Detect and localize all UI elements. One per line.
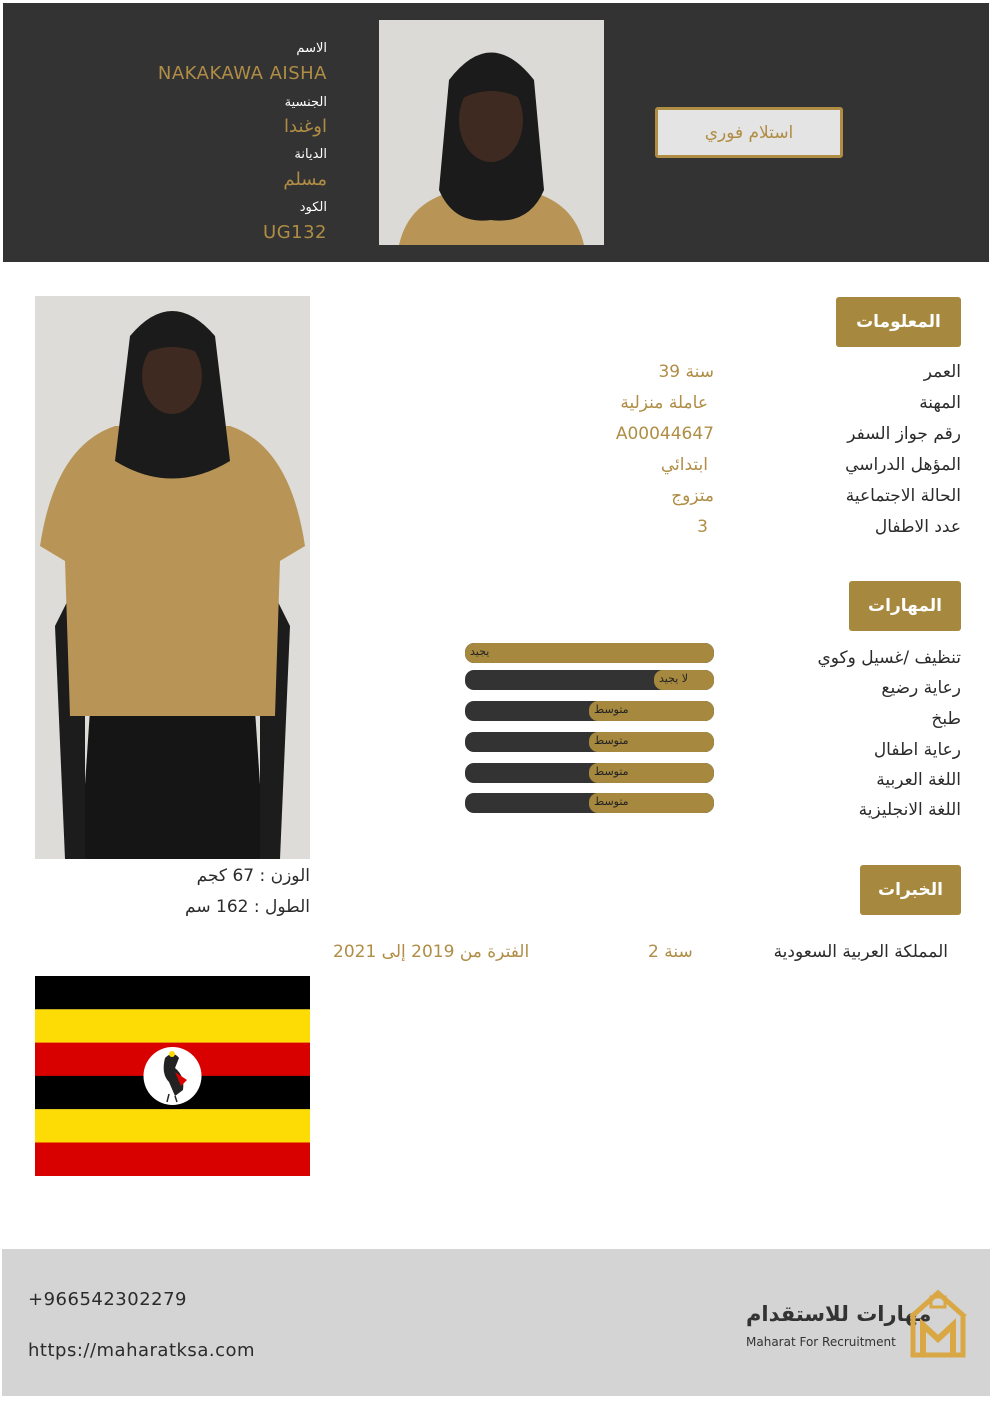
skill-label-cooking: طبخ [931,709,961,729]
logo-english-text: Maharat For Recruitment [746,1335,896,1349]
info-value-profession: عاملة منزلية [620,393,708,413]
full-body-photo [35,296,310,859]
footer [2,1249,990,1396]
religion-label: الديانة [294,147,327,162]
info-label-profession: المهنة [919,393,961,413]
skill-label-cleaning: تنظيف /غسيل وكوي [817,648,961,668]
info-label-children: عدد الاطفال [874,517,961,537]
skill-label-english: اللغة الانجليزية [858,800,961,820]
header-banner [3,3,989,262]
skill-label-child-care: رعاية اطفال [873,740,961,760]
uganda-flag [35,976,310,1176]
name-label: الاسم [296,41,327,56]
logo-house-icon [907,1287,969,1359]
weight-text: الوزن : 67 كجم [196,866,310,886]
code-label: الكود [299,200,327,215]
info-value-marital: متزوج [671,486,714,506]
nationality-label: الجنسية [284,95,327,110]
info-label-passport: رقم جواز السفر [847,424,961,444]
info-section-title: المعلومات [836,297,961,347]
skill-label-arabic: اللغة العربية [876,770,961,790]
skill-bar-cooking [465,701,714,721]
skill-level-cooking: متوسط [594,703,629,716]
instant-delivery-button[interactable]: استلام فوري [655,107,843,158]
info-value-children: 3 [697,517,708,537]
skill-level-arabic: متوسط [594,765,629,778]
experience-years: 2 سنة [648,942,693,962]
name-value: NAKAKAWA AISHA [157,63,327,84]
skill-label-infant-care: رعاية رضيع [881,678,961,698]
experience-period: الفترة من 2019 إلى 2021 [333,942,530,962]
height-text: الطول : 162 سم [185,897,310,917]
phone-number[interactable]: +966542302279 [28,1289,188,1310]
portrait-photo [379,20,604,245]
info-value-education: ابتدائي [660,455,708,475]
skill-bar-cleaning [465,643,714,663]
skill-level-child-care: متوسط [594,734,629,747]
nationality-value: اوغندا [284,116,327,137]
info-label-age: العمر [923,362,961,382]
skill-level-infant-care: لا يجيد [659,672,689,685]
info-label-education: المؤهل الدراسي [845,455,961,475]
skill-bar-child-care [465,732,714,752]
website-link[interactable]: https://maharatksa.com [28,1340,256,1361]
code-value: UG132 [263,222,327,243]
religion-value: مسلم [283,169,327,190]
experience-country: المملكة العربية السعودية [773,942,948,962]
skills-section-title: المهارات [849,581,961,631]
skill-level-english: متوسط [594,795,629,808]
info-label-marital: الحالة الاجتماعية [845,486,961,506]
logo-arabic-text: مهارات للاستقدام [746,1302,932,1326]
skill-fill-cleaning [465,643,714,663]
skill-bar-infant-care [465,670,714,690]
skill-bar-english [465,793,714,813]
info-value-age: 39 سنة [658,362,714,382]
info-value-passport: A00044647 [615,424,714,444]
experience-section-title: الخبرات [860,865,961,915]
skill-level-cleaning: يجيد [470,645,490,658]
skill-bar-arabic [465,763,714,783]
